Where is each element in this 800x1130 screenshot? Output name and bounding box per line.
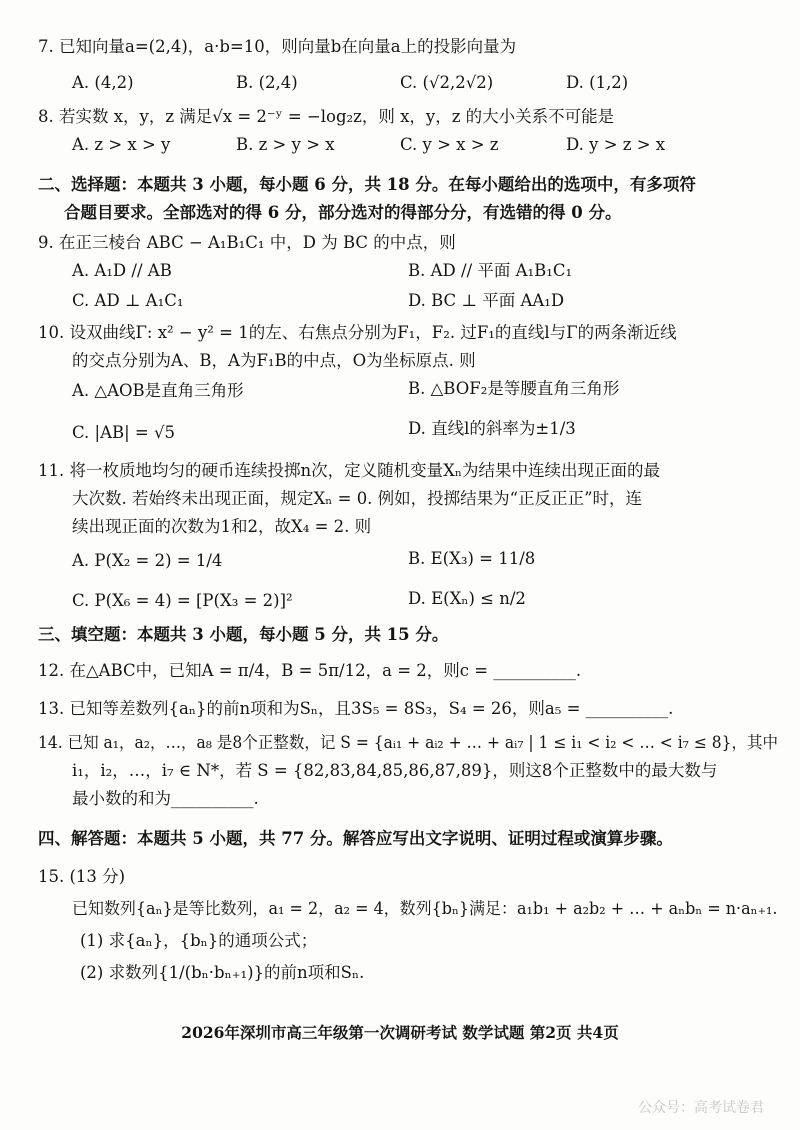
- question-9-option-c: C. AD ⊥ A₁C₁: [72, 291, 184, 310]
- watermark: 公众号：高考试卷君: [638, 1100, 764, 1116]
- question-11-option-b: B. E(X₃) = 11/8: [408, 549, 536, 568]
- section-2-heading-continued: 合题目要求。全部选对的得 6 分，部分选对的得部分分，有选错的得 0 分。: [64, 203, 622, 222]
- question-15-stem: 已知数列{aₙ}是等比数列，a₁ = 2，a₂ = 4，数列{bₙ}满足：a₁b₁ + a₂b₂ + … + aₙbₙ = n·aₙ₊₁.: [72, 899, 778, 918]
- question-9-option-a: A. A₁D // AB: [72, 261, 172, 280]
- question-8-option-c: C. y > x > z: [400, 135, 499, 154]
- question-11-option-c: C. P(X₆ = 4) = [P(X₃ = 2)]²: [72, 591, 293, 610]
- question-10-option-c: C. |AB| = √5: [72, 423, 176, 442]
- question-10-option-a: A. △AOB是直角三角形: [72, 381, 244, 400]
- question-11-stem-line-2: 大次数. 若始终未出现正面，规定Xₙ = 0. 例如，投掷结果为“正反正正”时，连: [72, 489, 643, 508]
- question-14-stem-line-2: i₁，i₂，…，i₇ ∈ N*，若 S = {82,83,84,85,86,87,89}，则这8个正整数中的最大数与: [72, 761, 718, 780]
- question-11-option-a: A. P(X₂ = 2) = 1/4: [72, 551, 223, 570]
- question-15-header: 15. (13 分): [38, 867, 126, 886]
- question-9-option-b: B. AD // 平面 A₁B₁C₁: [408, 261, 573, 280]
- question-15-part-2: (2) 求数列{1/(bₙ·bₙ₊₁)}的前n项和Sₙ.: [80, 963, 365, 982]
- question-9-option-d: D. BC ⊥ 平面 AA₁D: [408, 291, 565, 310]
- question-10-option-d: D. 直线l的斜率为±1/3: [408, 419, 576, 438]
- question-11-stem-line-3: 续出现正面的次数为1和2，故X₄ = 2. 则: [72, 517, 372, 536]
- question-15-part-1: (1) 求{aₙ}，{bₙ}的通项公式；: [80, 931, 318, 950]
- question-8-stem: 8. 若实数 x，y，z 满足√x = 2⁻ʸ = −log₂z，则 x，y，z 的大小关系不可能是: [38, 107, 615, 126]
- section-2-heading: 二、选择题：本题共 3 小题，每小题 6 分，共 18 分。在每小题给出的选项中，有多项符: [38, 175, 696, 194]
- question-8-option-a: A. z > x > y: [72, 135, 171, 154]
- section-4-heading: 四、解答题：本题共 5 小题，共 77 分。解答应写出文字说明、证明过程或演算步骤。: [38, 829, 673, 848]
- question-10-option-b: B. △BOF₂是等腰直角三角形: [408, 379, 620, 398]
- question-14-stem: 14. 已知 a₁，a₂，…，a₈ 是8个正整数，记 S = {aᵢ₁ + aᵢ₂ + … + aᵢ₇ | 1 ≤ i₁ < i₂ < … < i₇ ≤ 8}，其中: [38, 733, 779, 752]
- question-11-stem: 11. 将一枚质地均匀的硬币连续投掷n次，定义随机变量Xₙ为结果中连续出现正面的最: [38, 461, 660, 480]
- question-7-option-a: A. (4,2): [72, 73, 134, 92]
- question-10-stem: 10. 设双曲线Γ: x² − y² = 1的左、右焦点分别为F₁，F₂. 过F₁的直线l与Γ的两条渐近线: [38, 323, 677, 342]
- question-11-option-d: D. E(Xₙ) ≤ n/2: [408, 589, 526, 608]
- question-8-option-b: B. z > y > x: [236, 135, 335, 154]
- question-7-option-d: D. (1,2): [566, 73, 629, 92]
- question-7-option-c: C. (√2,2√2): [400, 73, 494, 92]
- question-13-stem: 13. 已知等差数列{aₙ}的前n项和为Sₙ，且3S₅ = 8S₃，S₄ = 26，则a₅ = __________.: [38, 699, 674, 718]
- question-8-option-d: D. y > z > x: [566, 135, 666, 154]
- question-10-stem-continued: 的交点分别为A、B，A为F₁B的中点，O为坐标原点. 则: [72, 351, 476, 370]
- question-9-stem: 9. 在正三棱台 ABC − A₁B₁C₁ 中，D 为 BC 的中点，则: [38, 233, 456, 252]
- question-14-stem-line-3: 最小数的和为__________.: [72, 789, 259, 808]
- question-7-stem: 7. 已知向量a=(2,4)，a·b=10，则向量b在向量a上的投影向量为: [38, 37, 517, 56]
- question-7-option-b: B. (2,4): [236, 73, 298, 92]
- page-footer: 2026年深圳市高三年级第一次调研考试 数学试题 第2页 共4页: [181, 1023, 619, 1042]
- section-3-heading: 三、填空题：本题共 3 小题，每小题 5 分，共 15 分。: [38, 625, 449, 644]
- question-12-stem: 12. 在△ABC中，已知A = π/4，B = 5π/12，a = 2，则c = __________.: [38, 661, 582, 680]
